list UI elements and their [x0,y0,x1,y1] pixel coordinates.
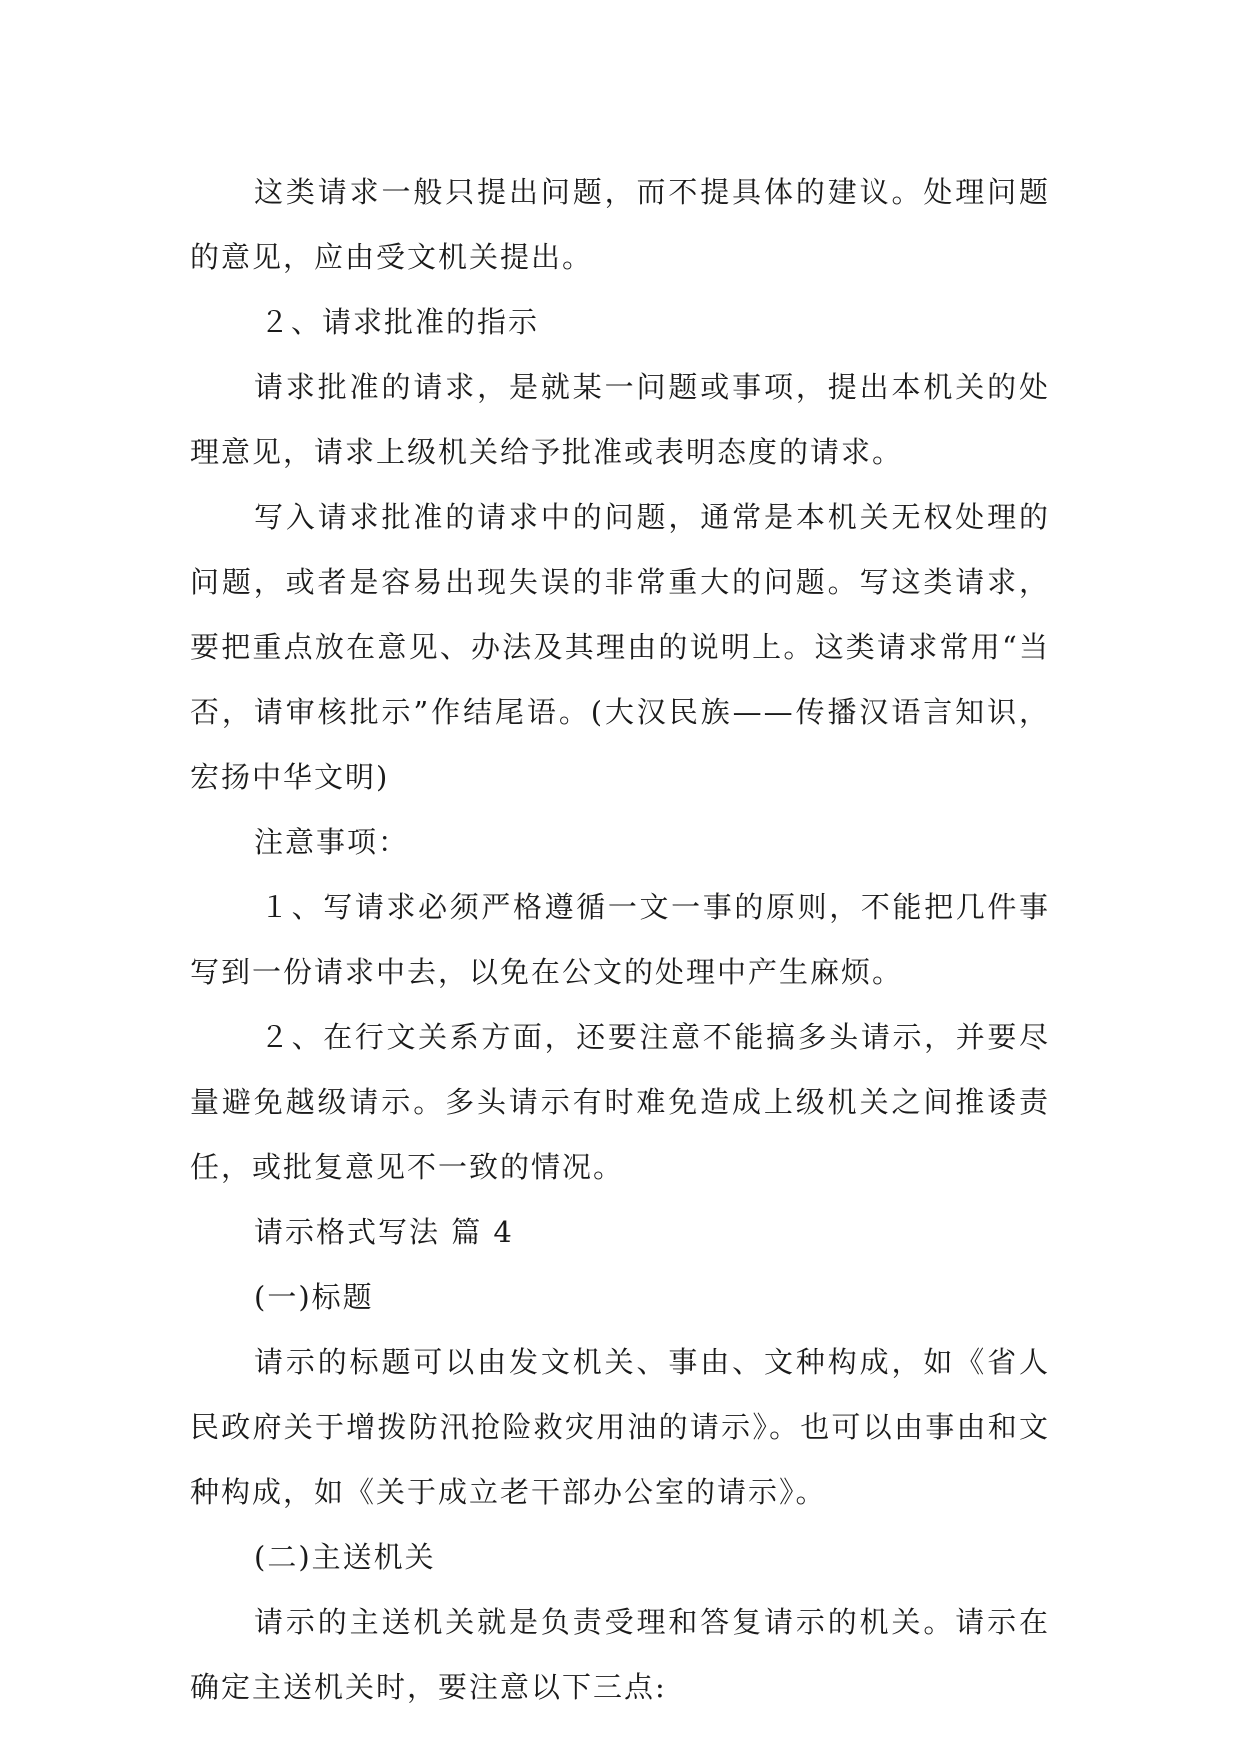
heading-notes: 注意事项： [254,825,410,859]
subheading-title: (一)标题 [254,1280,374,1314]
section-title-format-4: 请示格式写法 篇 4 [254,1215,514,1249]
paragraph-approval-details: 写入请求批准的请求中的问题，通常是本机关无权处理的问题，或者是容易出现失误的非常重大的问题。写这类请求，要把重点放在意见、办法及其理由的说明上。这类请求常用“当否，请审核批示”作结尾语。(大汉民族——传播汉语言知识，宏扬中华文明) [190,500,1050,794]
note-item-2: ２、在行文关系方面，还要注意不能搞多头请示，并要尽量避免越级请示。多头请示有时难免造成上级机关之间推诿责任，或批复意见不一致的情况。 [190,1020,1050,1184]
heading-approval-request: ２、请求批准的指示 [260,305,540,339]
paragraph-approval-definition: 请求批准的请求，是就某一问题或事项，提出本机关的处理意见，请求上级机关给予批准或表明态度的请求。 [190,370,1050,469]
paragraph-recipient-definition: 请示的主送机关就是负责受理和答复请示的机关。请示在确定主送机关时，要注意以下三点: [190,1605,1050,1704]
paragraph-title-composition: 请示的标题可以由发文机关、事由、文种构成，如《省人民政府关于增拨防汛抢险救灾用油的请示》。也可以由事由和文种构成，如《关于成立老干部办公室的请示》。 [190,1345,1050,1509]
subheading-recipient: (二)主送机关 [254,1540,436,1574]
note-item-1: １、写请求必须严格遵循一文一事的原则，不能把几件事写到一份请求中去，以免在公文的处理中产生麻烦。 [190,890,1050,989]
paragraph-request-no-suggestion: 这类请求一般只提出问题，而不提具体的建议。处理问题的意见，应由受文机关提出。 [190,175,1050,274]
document-page [190,160,1050,1720]
